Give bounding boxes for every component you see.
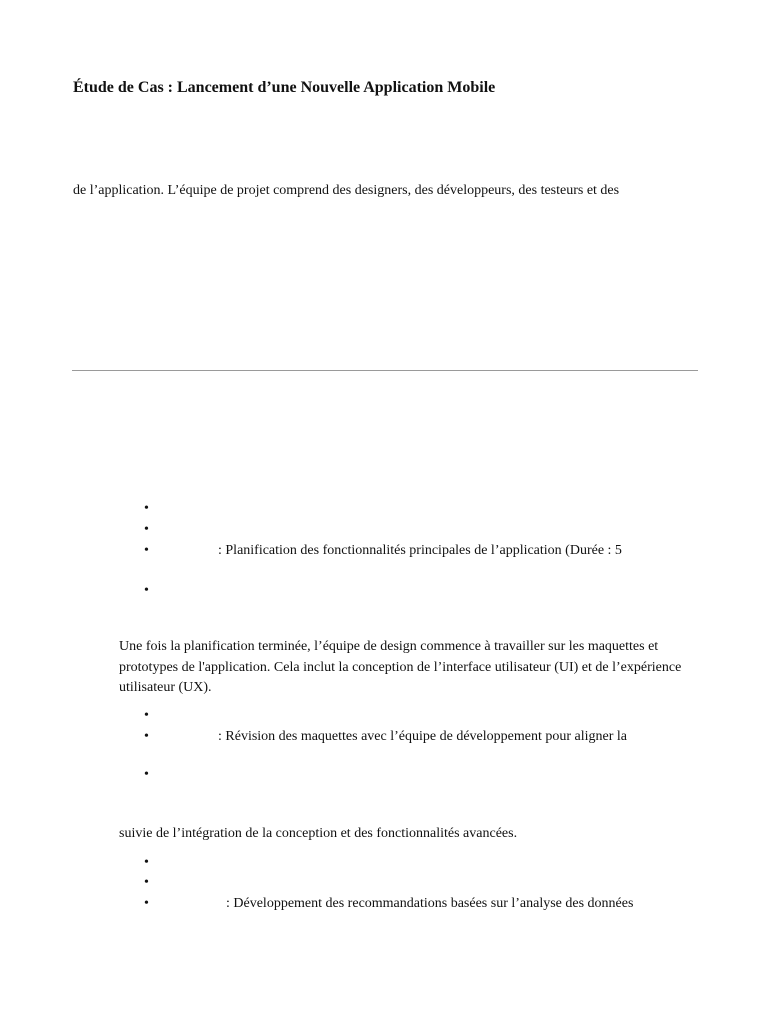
bullet-marker: • — [144, 501, 149, 516]
bullet-marker: • — [144, 767, 149, 782]
list-item-planning: : Planification des fonctionnalités principales de l’application (Durée : 5 — [218, 543, 622, 558]
list-item-recommendations: : Développement des recommandations basées sur l’analyse des données — [226, 896, 634, 911]
intro-line: de l’application. L’équipe de projet comprend des designers, des développeurs, des testeurs et des — [73, 183, 620, 198]
list-item-review: : Révision des maquettes avec l’équipe de développement pour aligner la — [218, 729, 627, 744]
document-title: Étude de Cas : Lancement d’une Nouvelle Application Mobile — [73, 79, 496, 96]
bullet-marker: • — [144, 583, 149, 598]
bullet-marker: • — [144, 729, 149, 744]
bullet-marker: • — [144, 855, 149, 870]
bullet-marker: • — [144, 708, 149, 723]
design-paragraph: Une fois la planification terminée, l’équipe de design commence à travailler sur les maquettes et prototypes de l'application. Cela inclut la conception de l’interface utilisateur (UI) et de l’expérience utilisateur (UX). — [119, 639, 682, 695]
integration-paragraph: suivie de l’intégration de la conception et des fonctionnalités avancées. — [119, 826, 518, 841]
bullet-marker: • — [144, 543, 149, 558]
bullet-marker: • — [144, 522, 149, 537]
horizontal-divider — [72, 370, 698, 371]
bullet-marker: • — [144, 875, 149, 890]
bullet-marker: • — [144, 896, 149, 911]
